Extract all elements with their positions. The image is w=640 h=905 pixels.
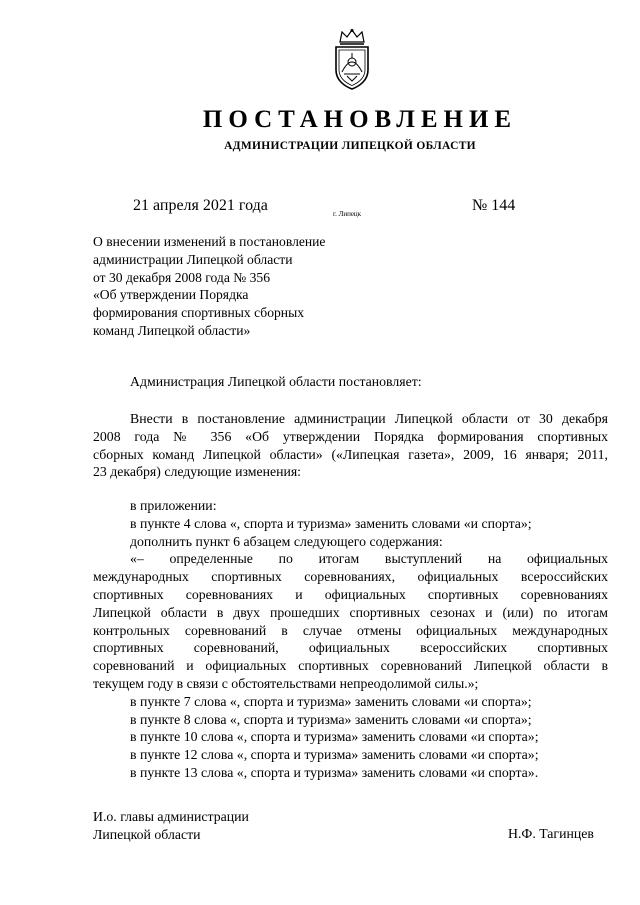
list-line: текущем году в связи с обстоятельствами непреодолимой силы.»; <box>93 675 479 691</box>
list-line: соревнований и официальных спортивных соревнований Липецкой области в <box>93 658 608 674</box>
list-line: в пункте 12 слова «, спорта и туризма» заменить словами «и спорта»; <box>130 747 539 763</box>
amendments-list <box>93 497 608 782</box>
subject-line: формирования спортивных сборных <box>93 305 305 321</box>
signatory-position-line: И.о. главы администрации <box>93 809 249 824</box>
list-line: в приложении: <box>130 498 217 513</box>
paragraph-main <box>93 410 608 481</box>
document-city: г. Липецк <box>333 210 362 218</box>
document-title: ПОСТАНОВЛЕНИЕ <box>202 106 518 133</box>
signatory-name: Н.Ф. Тагинцев <box>508 826 594 841</box>
document-date: 21 апреля 2021 года <box>133 197 268 214</box>
subject-line: О внесении изменений в постановление <box>93 234 326 249</box>
list-line: в пункте 13 слова «, спорта и туризма» заменить словами «и спорта». <box>130 764 539 780</box>
paragraph-line: 2008 года № 356 «Об утверждении Порядка формирования спортивных <box>93 428 608 444</box>
list-line: «– определенные по итогам выступлений на официальных <box>130 551 608 567</box>
subject-line: администрации Липецкой области <box>93 251 293 267</box>
signatory-position-line: Липецкой области <box>93 827 201 842</box>
list-line: спортивных соревнованиях и официальных спортивных соревнованиях <box>93 586 608 602</box>
list-line: спортивных соревнований, официальных всероссийских спортивных <box>93 640 608 656</box>
document-subtitle: АДМИНИСТРАЦИИ ЛИПЕЦКОЙ ОБЛАСТИ <box>224 140 476 152</box>
paragraph-line: 23 декабря) следующие изменения: <box>93 464 302 480</box>
list-line: в пункте 8 слова «, спорта и туризма» заменить словами «и спорта»; <box>130 711 532 727</box>
paragraph-line: сборных команд Липецкой области» («Липецкая газета», 2009, 16 января; 2011, <box>93 446 608 462</box>
paragraph-line: Внести в постановление администрации Липецкой области от 30 декабря <box>130 411 608 426</box>
document-subject <box>93 233 325 340</box>
document-number: № 144 <box>472 197 516 214</box>
subject-line: от 30 декабря 2008 года № 356 <box>93 269 271 285</box>
list-line: в пункте 10 слова «, спорта и туризма» заменить словами «и спорта»; <box>130 729 539 745</box>
list-line: в пункте 4 слова «, спорта и туризма» заменить словами «и спорта»; <box>130 515 532 531</box>
subject-line: команд Липецкой области» <box>93 322 251 338</box>
list-line: в пункте 7 слова «, спорта и туризма» заменить словами «и спорта»; <box>130 693 532 709</box>
list-line: контрольных соревнований в случае отмены официальных международных <box>93 622 608 638</box>
coat-of-arms-icon <box>330 28 374 90</box>
signatory-position <box>93 808 249 844</box>
list-line: международных спортивных соревнованиях, официальных всероссийских <box>93 569 608 585</box>
list-line: Липецкой области в двух прошедших спортивных сезонах и (или) по итогам <box>93 604 608 620</box>
list-line: дополнить пункт 6 абзацем следующего содержания: <box>130 533 443 549</box>
preamble: Администрация Липецкой области постановляет: <box>130 374 422 389</box>
subject-line: «Об утверждении Порядка <box>93 287 249 303</box>
